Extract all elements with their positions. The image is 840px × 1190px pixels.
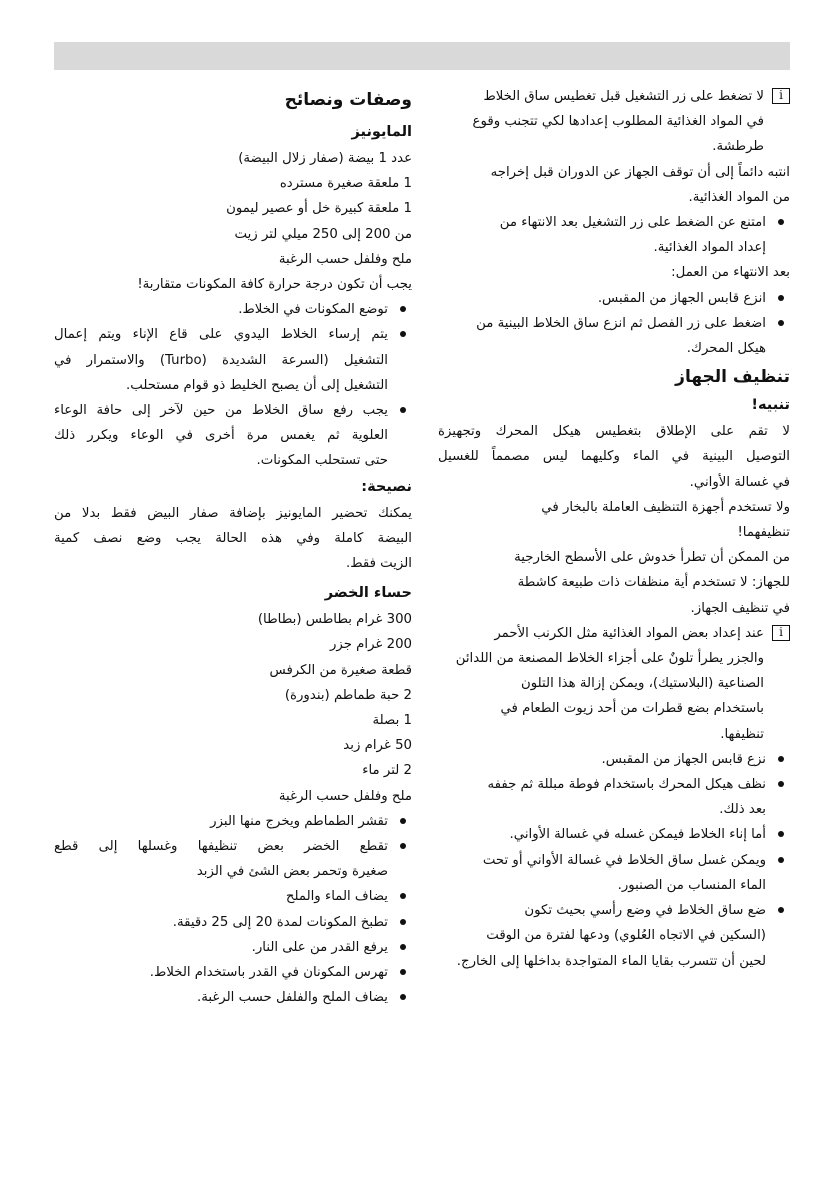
text-line: تقشر الطماطم ويخرج منها البزر — [210, 813, 388, 829]
text-line: انتبه دائماً إلى أن توقف الجهاز عن الدوران قبل إخراجه — [490, 164, 790, 180]
text-line: يمكنك تحضير المايونيز بإضافة صفار البيض فقط بدلا من — [54, 505, 412, 521]
text-line: هيكل المحرك. — [686, 341, 766, 357]
header-bar — [54, 42, 790, 70]
list-item — [438, 210, 790, 260]
text-line: يتم إرساء الخلاط اليدوي على قاع الإناء ويتم إعمال — [54, 327, 388, 343]
ingredient: ملح وفلفل حسب الرغبة — [278, 788, 412, 804]
text-line: تهرس المكونان في القدر باستخدام الخلاط. — [149, 965, 388, 981]
text-line: تنظيفهما! — [737, 525, 790, 541]
text-line: يضاف الملح والفلفل حسب الرغبة. — [196, 990, 388, 1006]
section-title-cleaning: تنظيف الجهاز — [675, 367, 790, 388]
text-line: (السكين في الاتجاه العُلوي) ودعها لفترة من الوقت — [486, 928, 766, 944]
text-line: لا تقم على الإطلاق بتغطيس هيكل المحرك وتجهيزة — [438, 424, 790, 440]
text-line: التوصيل البينية في الماء وكليهما ليس مصمماً للغسيل — [438, 449, 790, 465]
info-icon: i — [772, 88, 790, 104]
text-line: باستخدام بضع قطرات من أحد زيوت الطعام في — [500, 701, 764, 717]
info-note-2 — [438, 621, 790, 747]
text-line: لا تضغط على زر التشغيل قبل تغطيس ساق الخلاط — [483, 89, 764, 104]
section-title-recipes: وصفات ونصائح — [284, 90, 412, 110]
text-line: يضاف الماء والملح — [285, 889, 388, 905]
list-item — [438, 848, 790, 898]
list-item — [54, 322, 412, 398]
text-line: طرطشة. — [712, 139, 764, 155]
left-column — [54, 84, 412, 1011]
ingredient: ملح وفلفل حسب الرغبة — [278, 251, 412, 267]
text-line: الماء المنساب من الصنبور. — [617, 877, 766, 893]
text-line: ولا تستخدم أجهزة التنظيف العاملة بالبخار في — [541, 499, 790, 515]
ingredient: 300 غرام بطاطس (بطاطا) — [257, 612, 412, 628]
list-item — [54, 297, 412, 322]
list-item — [54, 398, 412, 474]
text-line: التشغيل (السرعة الشديدة (Turbo) والاستمرار في — [54, 352, 388, 368]
caution-title: تنبيه! — [751, 397, 790, 414]
ingredient: عدد 1 بيضة (صفار زلال البيضة) — [238, 151, 412, 166]
list-item — [438, 822, 790, 847]
recipe-title-vegetable-soup: حساء الخضر — [324, 585, 412, 602]
text-line: للجهاز: لا تستخدم أية منظفات ذات طبيعة كاشطة — [517, 575, 790, 591]
list-item — [54, 834, 412, 884]
text-line: ضع ساق الخلاط في وضع رأسي بحيث تكون — [524, 903, 766, 919]
text-line: نظف هيكل المحرك باستخدام فوطة مبللة ثم جففه — [487, 777, 766, 793]
text-line: يجب أن تكون درجة حرارة كافة المكونات متقاربة! — [137, 277, 412, 293]
text-line: عند إعداد بعض المواد الغذائية مثل الكرنب الأحمر — [494, 625, 764, 641]
text-line: ويمكن غسل ساق الخلاط في غسالة الأواني أو تحت — [482, 852, 766, 868]
text-line: حتى تستحلب المكونات. — [256, 453, 388, 469]
info-icon: i — [772, 625, 790, 641]
ingredient: 200 غرام جزر — [329, 637, 412, 653]
text-line: من الممكن أن تطرأ خدوش على الأسطح الخارجية — [514, 550, 790, 566]
text-line: إعداد المواد الغذائية. — [653, 240, 766, 256]
list-item — [54, 884, 412, 909]
text-line: صغيرة وتحمر بعض الشئ في الزبد — [196, 864, 388, 880]
text-line: اضغط على زر الفصل ثم انزع ساق الخلاط البينية من — [476, 315, 766, 331]
ingredient: 50 غرام زبد — [343, 738, 412, 754]
ingredient: 1 ملعقة كبيرة خل أو عصير ليمون — [226, 201, 412, 217]
text-line: انزع قابس الجهاز من المقبس. — [597, 290, 766, 306]
ingredient: من 200 إلى 250 ميلي لتر زيت — [234, 226, 412, 242]
list-item — [438, 772, 790, 822]
list-item — [54, 809, 412, 834]
text-line: تطبخ المكونات لمدة 20 إلى 25 دقيقة. — [172, 914, 388, 930]
text-line: الزيت فقط. — [346, 556, 412, 572]
text-line: لحين أن تتسرب بقايا الماء المتواجدة بداخلها إلى الخارج. — [456, 953, 766, 969]
ingredient: 2 لتر ماء — [362, 763, 412, 779]
text-line: في المواد الغذائية المطلوب إعدادها لكي تتجنب وقوع — [472, 114, 764, 130]
list-item — [54, 985, 412, 1010]
text-line: البيضة كاملة وفي هذه الحالة يجب وضع نصف كمية — [54, 530, 412, 546]
recipe-title-mayonnaise: المايونيز — [351, 124, 412, 140]
list-item — [54, 910, 412, 935]
list-item — [438, 747, 790, 772]
list-item — [438, 898, 790, 974]
ingredient: 2 حبة طماطم (بندورة) — [284, 687, 412, 703]
text-line: يجب رفع ساق الخلاط من حين لآخر إلى حافة الوعاء — [54, 403, 388, 419]
info-note-1 — [438, 84, 790, 160]
after-use-heading: بعد الانتهاء من العمل: — [671, 265, 790, 281]
text-line: تنظيفها. — [720, 726, 764, 742]
ingredient: 1 بصلة — [372, 713, 412, 729]
text-line: من المواد الغذائية. — [688, 189, 790, 205]
ingredient: 1 ملعقة صغيرة مسترده — [279, 176, 412, 192]
text-line: التشغيل إلى أن يصبح الخليط ذو قوام مستحلب. — [126, 377, 388, 393]
list-item — [54, 935, 412, 960]
text-line: أما إناء الخلاط فيمكن غسله في غسالة الأواني. — [509, 827, 766, 843]
ingredient: قطعة صغيرة من الكرفس — [269, 662, 412, 678]
text-line: والجزر يطرأ تلونٌ على أجزاء الخلاط المصنعة من اللدائن — [455, 651, 764, 667]
text-line: نزع قابس الجهاز من المقبس. — [601, 751, 766, 767]
text-line: العلوية ثم يغمس مرة أخرى في الوعاء ويكرر ذلك — [54, 428, 388, 444]
text-line: الصناعية (البلاستيك)، ويمكن إزالة هذا التلون — [520, 676, 764, 692]
text-line: في تنظيف الجهاز. — [690, 600, 790, 616]
text-line: في غسالة الأواني. — [689, 474, 790, 490]
list-item — [438, 311, 790, 361]
tip-title: نصيحة: — [361, 478, 412, 495]
text-line: امتنع عن الضغط على زر التشغيل بعد الانتهاء من — [499, 215, 766, 231]
list-item — [54, 960, 412, 985]
text-line: بعد ذلك. — [719, 802, 766, 818]
text-line: يرفع القدر من على النار. — [251, 939, 388, 955]
list-item — [438, 286, 790, 311]
right-column — [438, 84, 790, 974]
text-line: توضع المكونات في الخلاط. — [238, 302, 388, 318]
text-line: تقطع الخضر بعض تنظيفها وغسلها إلى قطع — [54, 839, 388, 855]
